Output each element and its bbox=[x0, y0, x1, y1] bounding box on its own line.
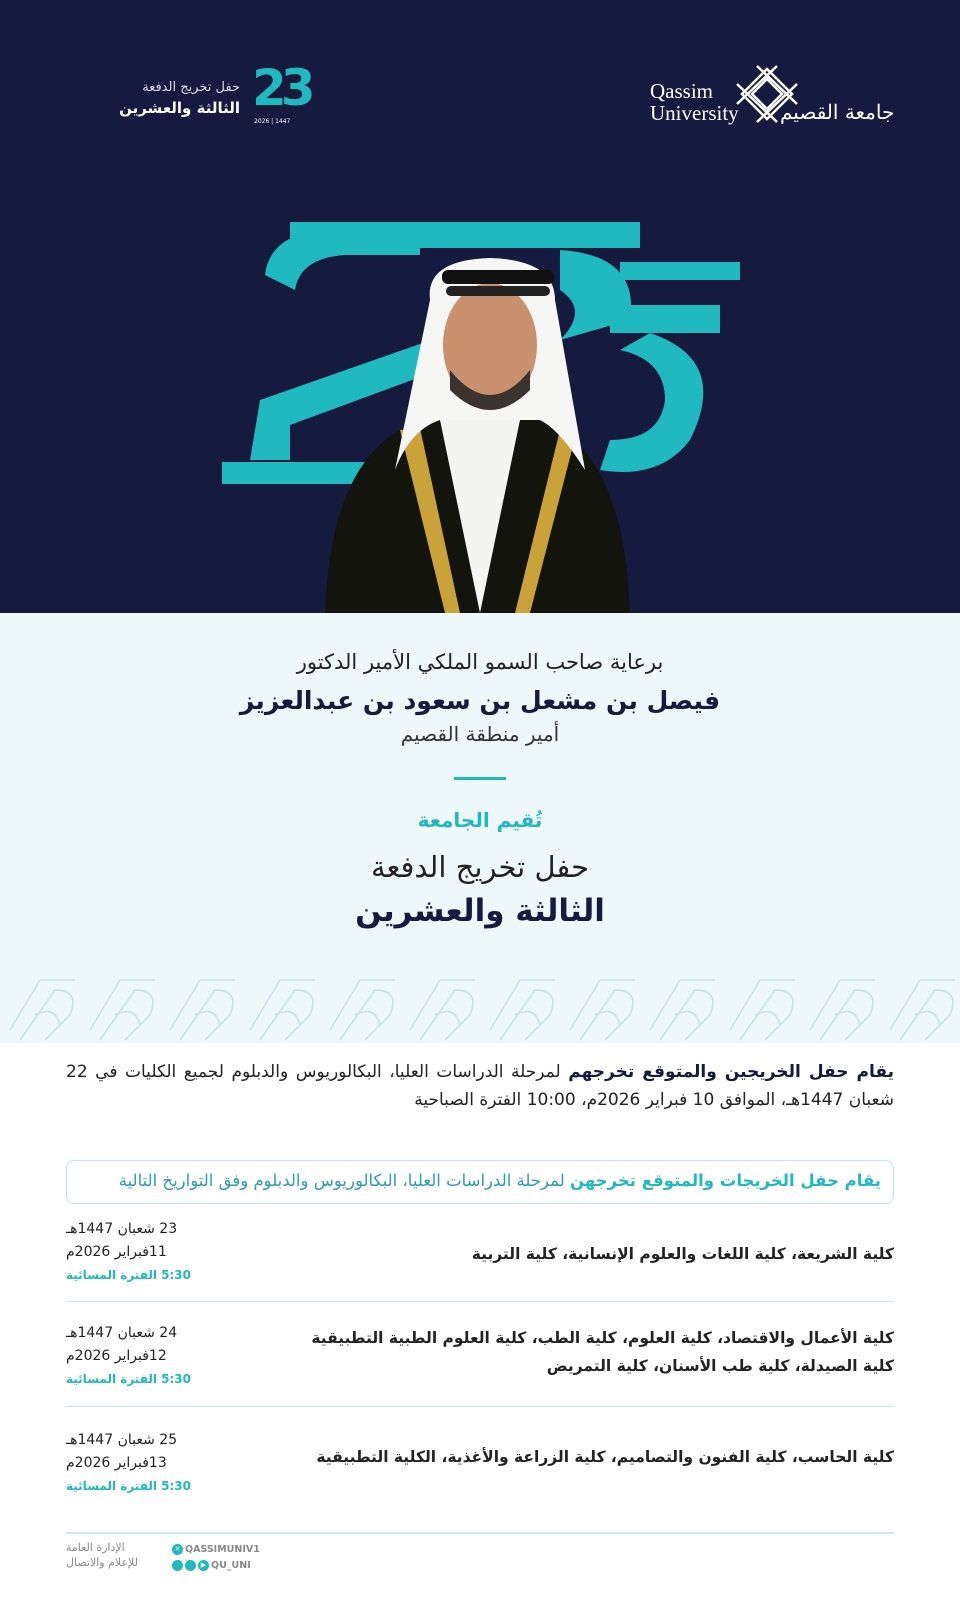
handle-other[interactable]: QU_UNI bbox=[211, 1560, 251, 1571]
university-logo-ar: جامعة القصيم bbox=[780, 100, 895, 124]
schedule-row bbox=[66, 1302, 894, 1407]
snapchat-icon[interactable] bbox=[172, 1560, 183, 1571]
logo-23 bbox=[252, 59, 342, 126]
pattern-motif bbox=[10, 980, 75, 1040]
event-header-text bbox=[70, 80, 240, 117]
logo-number: 23 bbox=[252, 59, 310, 117]
pattern-motif bbox=[650, 980, 715, 1040]
pattern-motif bbox=[330, 980, 395, 1040]
decorative-pattern bbox=[0, 970, 960, 1042]
date: 24 شعبان 1447هـ 12فبراير 2026م 5:30 الفترة المسائية bbox=[66, 1325, 191, 1386]
pattern-motif bbox=[570, 980, 635, 1040]
pattern-motif bbox=[730, 980, 795, 1040]
patron-title: أمير منطقة القصيم bbox=[400, 722, 560, 746]
event-title-line1: حفل تخريج الدفعة bbox=[370, 850, 590, 884]
department-name: الإدارة العامة للإعلام والاتصال bbox=[66, 1541, 138, 1569]
date: 25 شعبان 1447هـ 13فبراير 2026م 5:30 الفترة المسائية bbox=[66, 1432, 191, 1493]
female-notice: يقام حفل الخريجات والمتوقع تخرجهن لمرحلة الدراسات العليا، البكالوريوس والدبلوم وفق التواريخ التالية bbox=[66, 1160, 894, 1204]
hero-banner bbox=[0, 0, 960, 613]
pattern-motif bbox=[490, 980, 555, 1040]
colleges: كلية الشريعة، كلية اللغات والعلوم الإنسانية، كلية التربية bbox=[471, 1245, 894, 1263]
host-line: تُقيم الجامعة bbox=[417, 808, 543, 832]
event-line1: حفل تخريج الدفعة bbox=[142, 80, 240, 95]
handle-x[interactable]: QASSIMUNIV1 bbox=[185, 1544, 260, 1555]
pattern-motif bbox=[810, 980, 875, 1040]
intro-text: يقام حفل الخريجين والمتوقع تخرجهم لمرحلة الدراسات العليا، البكالوريوس والدبلوم لجميع الكليات في 22 شعبان 1447هـ، الموافق 10 فبراير 2026م، 10:00 الفترة الصباحية bbox=[66, 1062, 894, 1110]
social-handles bbox=[172, 1542, 260, 1574]
footer-divider bbox=[66, 1532, 894, 1534]
instagram-icon[interactable] bbox=[185, 1560, 196, 1571]
university-logo-en: Qassim University bbox=[650, 79, 739, 125]
schedule-row bbox=[66, 1407, 894, 1497]
logo-years: 2026 | 1447 bbox=[254, 118, 291, 125]
pattern-motif bbox=[410, 980, 475, 1040]
patron-name: فيصل بن مشعل بن سعود بن عبدالعزيز bbox=[239, 686, 721, 715]
colleges: كلية الحاسب، كلية الفنون والتصاميم، كلية الزراعة والأغذية، الكلية التطبيقية bbox=[316, 1448, 894, 1466]
pattern-motif bbox=[90, 980, 155, 1040]
divider bbox=[454, 777, 506, 780]
x-icon[interactable]: ✕ bbox=[172, 1544, 183, 1555]
event-line2: الثالثة والعشرين bbox=[119, 99, 240, 117]
pattern-motif bbox=[890, 980, 955, 1040]
colleges: كلية الأعمال والاقتصاد، كلية العلوم، كلية الطب، كلية العلوم الطبية التطبيقية كلية الصيدلة، كلية طب الأسنان، كلية التمريض bbox=[311, 1329, 894, 1375]
date: 23 شعبان 1447هـ 11فبراير 2026م 5:30 الفترة المسائية bbox=[66, 1221, 191, 1282]
pattern-motif bbox=[250, 980, 315, 1040]
pattern-motif bbox=[170, 980, 235, 1040]
youtube-icon[interactable]: ▶ bbox=[198, 1560, 209, 1571]
patronage-line: برعاية صاحب السمو الملكي الأمير الدكتور bbox=[296, 650, 664, 674]
event-title-line2: الثالثة والعشرين bbox=[355, 893, 605, 929]
schedule-row bbox=[66, 1210, 894, 1302]
